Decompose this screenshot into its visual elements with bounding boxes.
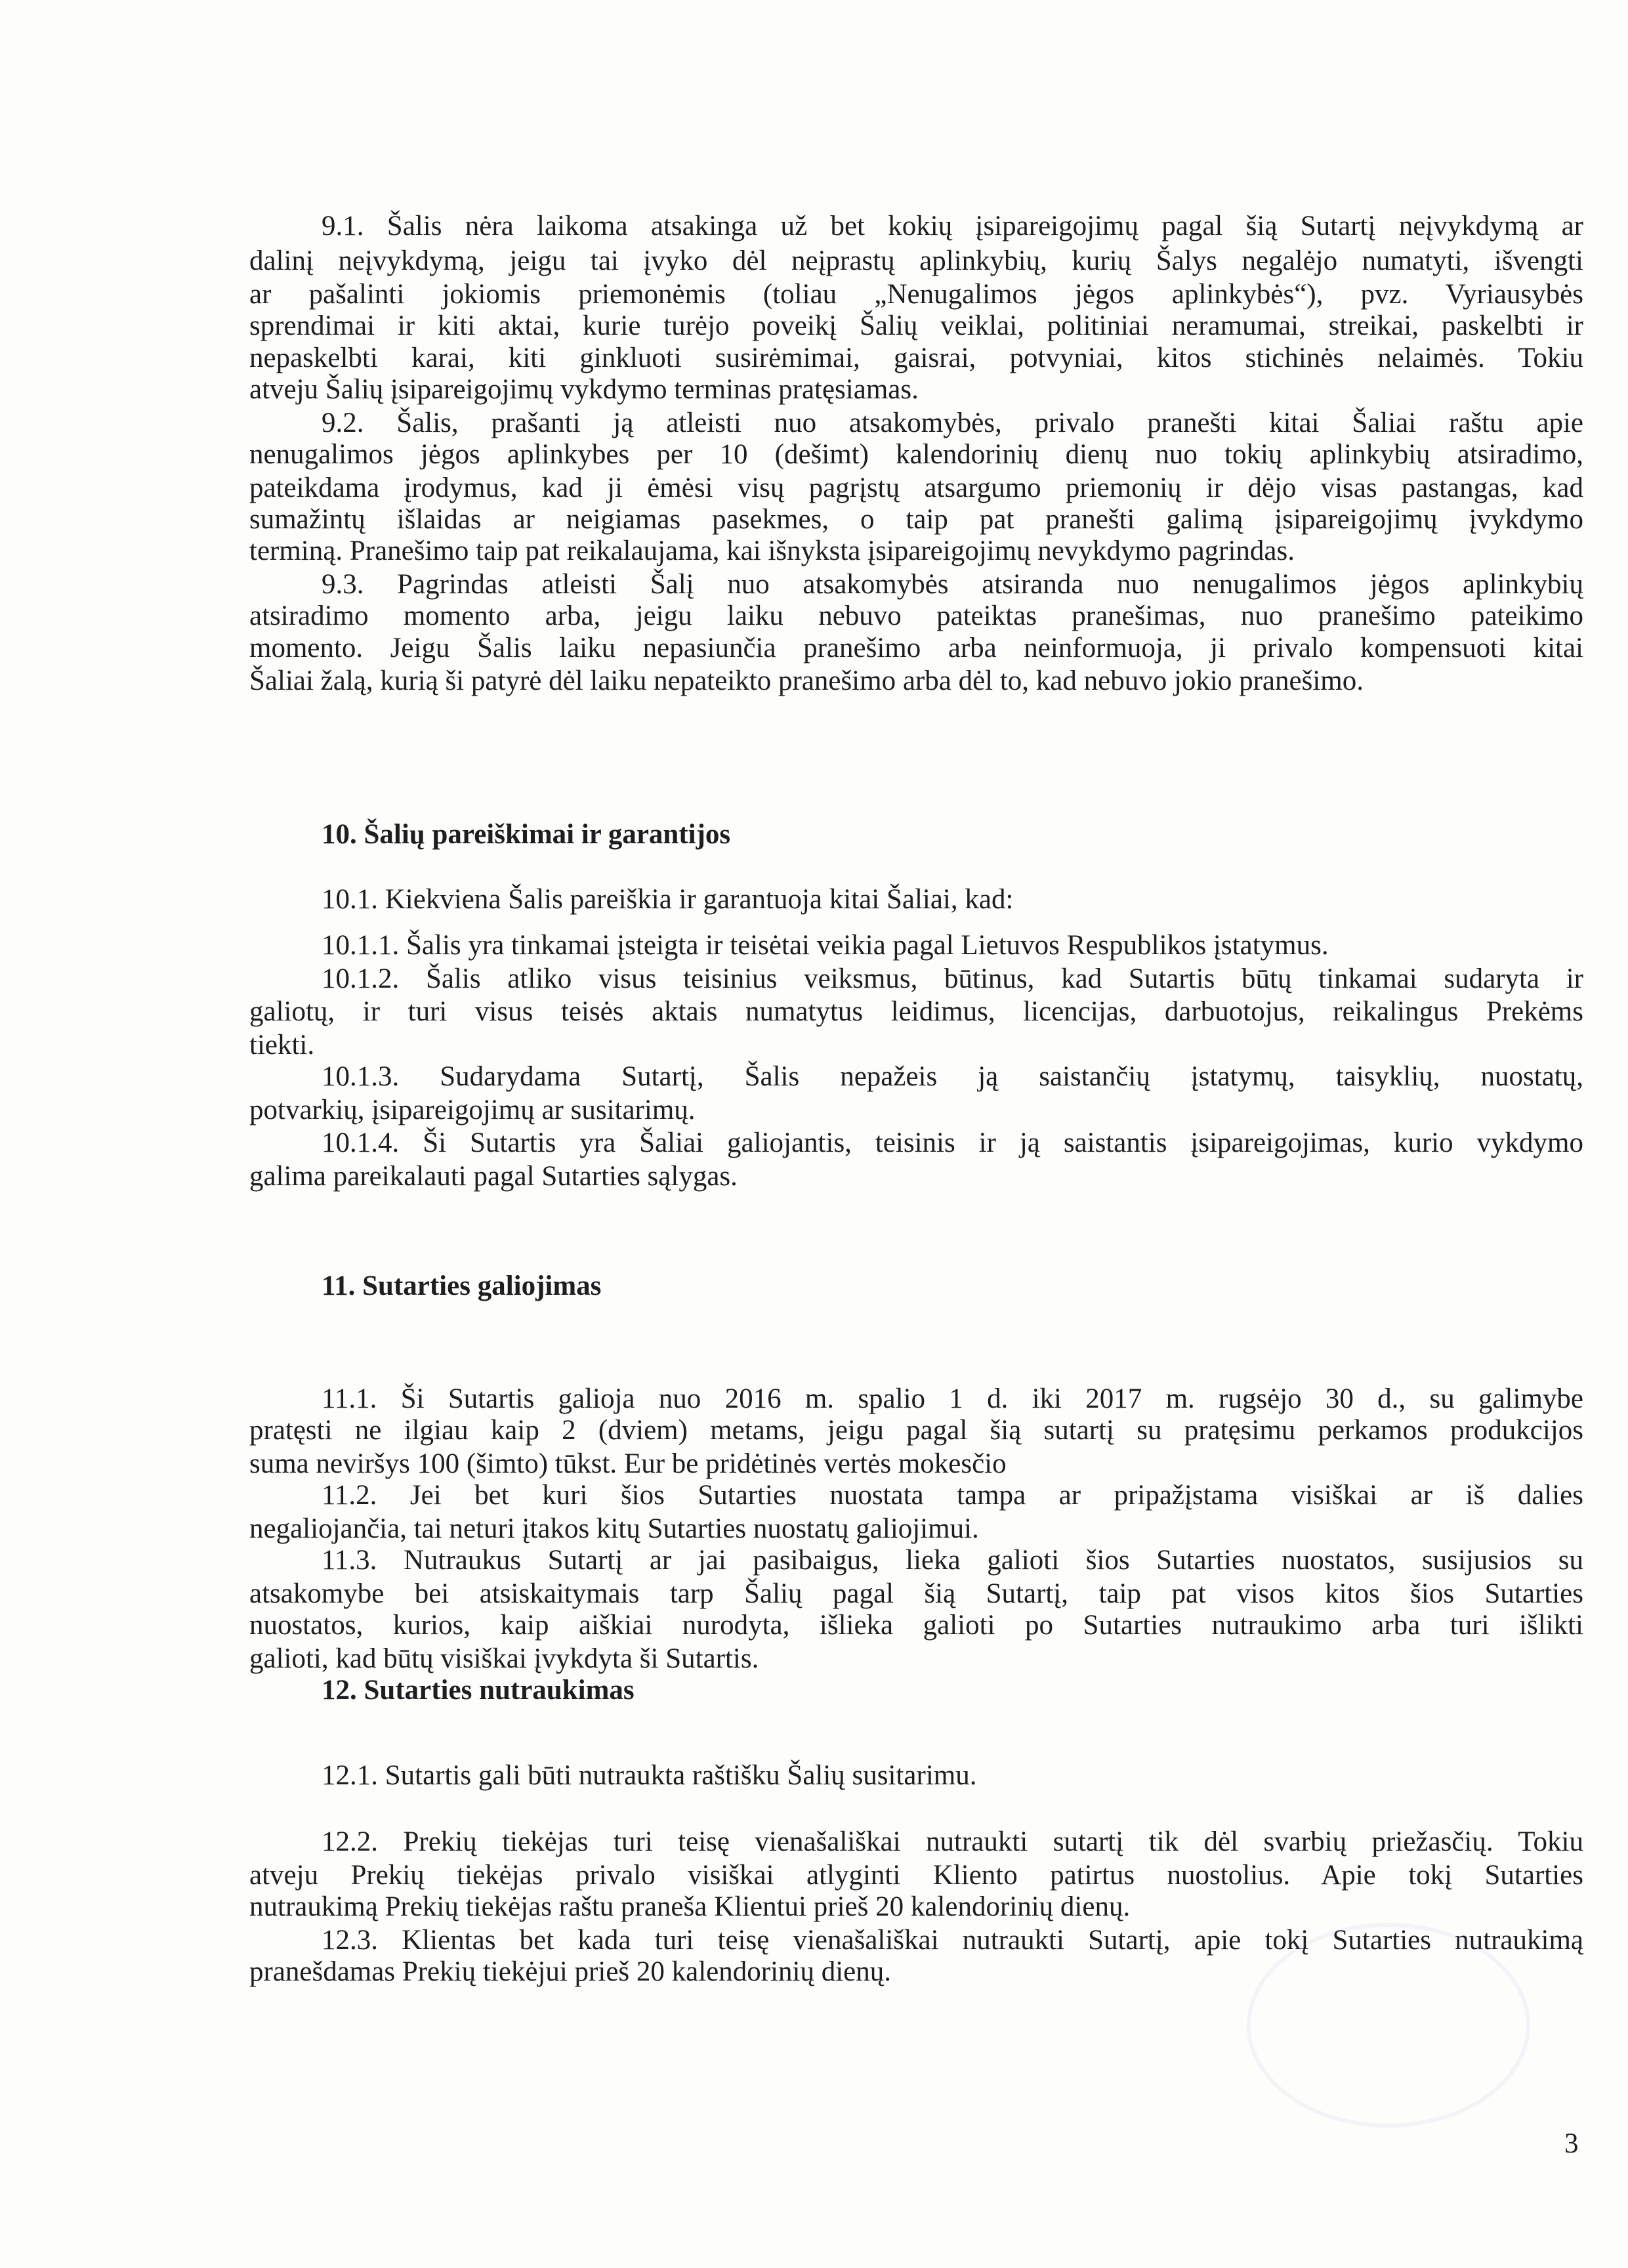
section-heading: 12. Sutarties nutraukimas — [322, 1675, 635, 1706]
paragraph-line: pratęsti ne ilgiau kaip 2 (dviem) metams, jeigu pagal šią sutartį su pratęsimu perkamos produkcijos — [249, 1415, 1583, 1446]
paragraph-line: galiotų, ir turi visus teisės aktais numatytus leidimus, licencijas, darbuotojus, reikalingus Prekėms — [249, 996, 1583, 1028]
paragraph-line: potvarkių, įsipareigojimų ar susitarimų. — [249, 1094, 696, 1125]
paragraph-line: atsakomybe bei atsiskaitymais tarp Šalių pagal šią Sutartį, taip pat visos kitos šios Sutarties — [249, 1578, 1583, 1609]
paragraph-line: sumažintų išlaidas ar neigiamas pasekmes, o taip pat pranešti galimą įsipareigojimų įvykdymo — [249, 504, 1583, 535]
section-heading: 10. Šalių pareiškimai ir garantijos — [322, 818, 731, 850]
paragraph-line: 10.1. Kiekviena Šalis pareiškia ir garantuoja kitai Šaliai, kad: — [322, 883, 1014, 915]
paragraph-line: momento. Jeigu Šalis laiku nepasiunčia pranešimo arba neinformuoja, ji privalo kompensuoti kitai — [249, 632, 1583, 663]
paragraph-line: 12.1. Sutartis gali būti nutraukta raštišku Šalių susitarimu. — [322, 1760, 977, 1791]
paragraph-line: nenugalimos jėgos aplinkybes per 10 (dešimt) kalendorinių dienų nuo tokių aplinkybių atsiradimo, — [249, 439, 1583, 470]
paragraph-line: galima pareikalauti pagal Sutarties sąlygas. — [249, 1161, 738, 1192]
paragraph-line: negaliojančia, tai neturi įtakos kitų Sutarties nuostatų galiojimui. — [249, 1513, 979, 1544]
section-heading: 11. Sutarties galiojimas — [322, 1270, 602, 1302]
paragraph-line: pranešdamas Prekių tiekėjui prieš 20 kalendorinių dienų. — [249, 1956, 891, 1988]
paragraph-line: 10.1.4. Ši Sutartis yra Šaliai galiojantis, teisinis ir ją saistantis įsipareigojimas, kurio vykdymo — [322, 1127, 1583, 1159]
paragraph-line: suma neviršys 100 (šimto) tūkst. Eur be pridėtinės vertės mokesčio — [249, 1448, 1007, 1479]
paragraph-line: 12.2. Prekių tiekėjas turi teisę vienašališkai nutraukti sutartį tik dėl svarbių priežasčių. Tokiu — [322, 1826, 1583, 1858]
paragraph-line: 9.2. Šalis, prašanti ją atleisti nuo atsakomybės, privalo pranešti kitai Šaliai raštu apie — [322, 407, 1583, 438]
paragraph-line: nepaskelbti karai, kiti ginkluoti susirėmimai, gaisrai, potvyniai, kitos stichinės nelaimės. Tokiu — [249, 342, 1583, 373]
paragraph-line: tiekti. — [249, 1029, 315, 1060]
paragraph-line: ar pašalinti jokiomis priemonėmis (toliau „Nenugalimos jėgos aplinkybės“), pvz. Vyriausybės — [249, 278, 1583, 310]
paragraph-line: atveju Prekių tiekėjas privalo visiškai atlyginti Kliento patirtus nuostolius. Apie tokį Sutarties — [249, 1859, 1583, 1891]
page-number: 3 — [1564, 2128, 1579, 2159]
paragraph-line: atsiradimo momento arba, jeigu laiku nebuvo pateiktas pranešimas, nuo pranešimo pateikimo — [249, 600, 1583, 632]
paragraph-line: 11.2. Jei bet kuri šios Sutarties nuostata tampa ar pripažįstama visiškai ar iš dalies — [322, 1480, 1583, 1511]
paragraph-line: Šaliai žalą, kurią ši patyrė dėl laiku nepateikto pranešimo arba dėl to, kad nebuvo jokio pranešimo. — [249, 665, 1364, 697]
paragraph-line: 11.1. Ši Sutartis galioja nuo 2016 m. spalio 1 d. iki 2017 m. rugsėjo 30 d., su galimybe — [322, 1383, 1583, 1414]
paragraph-line: sprendimai ir kiti aktai, kurie turėjo poveikį Šalių veiklai, politiniai neramumai, streikai, paskelbti ir — [249, 310, 1583, 342]
paragraph-line: 12.3. Klientas bet kada turi teisę vienašališkai nutraukti Sutartį, apie tokį Sutarties nutraukimą — [322, 1924, 1583, 1956]
paragraph-line: dalinį neįvykdymą, jeigu tai įvyko dėl neįprastų aplinkybių, kurių Šalys negalėjo numatyti, išvengti — [249, 245, 1583, 277]
paragraph-line: atveju Šalių įsipareigojimų vykdymo terminas pratęsiamas. — [249, 374, 919, 405]
paragraph-line: 11.3. Nutraukus Sutartį ar jai pasibaigus, lieka galioti šios Sutarties nuostatos, susijusios su — [322, 1545, 1583, 1576]
paragraph-line: 10.1.2. Šalis atliko visus teisinius veiksmus, būtinus, kad Sutartis būtų tinkamai sudaryta ir — [322, 963, 1583, 994]
paragraph-line: nuostatos, kurios, kaip aiškiai nurodyta, išlieka galioti po Sutarties nutraukimo arba turi išlikti — [249, 1610, 1583, 1641]
paragraph-line: galioti, kad būtų visiškai įvykdyta ši Sutartis. — [249, 1643, 759, 1674]
paragraph-line: 10.1.3. Sudarydama Sutartį, Šalis nepažeis ją saistančių įstatymų, taisyklių, nuostatų, — [322, 1061, 1583, 1093]
paragraph-line: nutraukimą Prekių tiekėjas raštu praneša Klientui prieš 20 kalendorinių dienų. — [249, 1891, 1131, 1923]
faint-stamp — [1247, 1923, 1530, 2128]
paragraph-line: 10.1.1. Šalis yra tinkamai įsteigta ir teisėtai veikia pagal Lietuvos Respublikos įstatymus. — [322, 930, 1329, 961]
paragraph-line: pateikdama įrodymus, kad ji ėmėsi visų pagrįstų atsargumo priemonių ir dėjo visas pastangas, kad — [249, 472, 1583, 503]
paragraph-line: 9.3. Pagrindas atleisti Šalį nuo atsakomybės atsiranda nuo nenugalimos jėgos aplinkybių — [322, 569, 1583, 600]
paragraph-line: terminą. Pranešimo taip pat reikalaujama, kai išnyksta įsipareigojimų nevykdymo pagrindas. — [249, 536, 1295, 567]
paragraph-line: 9.1. Šalis nėra laikoma atsakinga už bet kokių įsipareigojimų pagal šią Sutartį neįvykdymą ar — [322, 211, 1583, 242]
